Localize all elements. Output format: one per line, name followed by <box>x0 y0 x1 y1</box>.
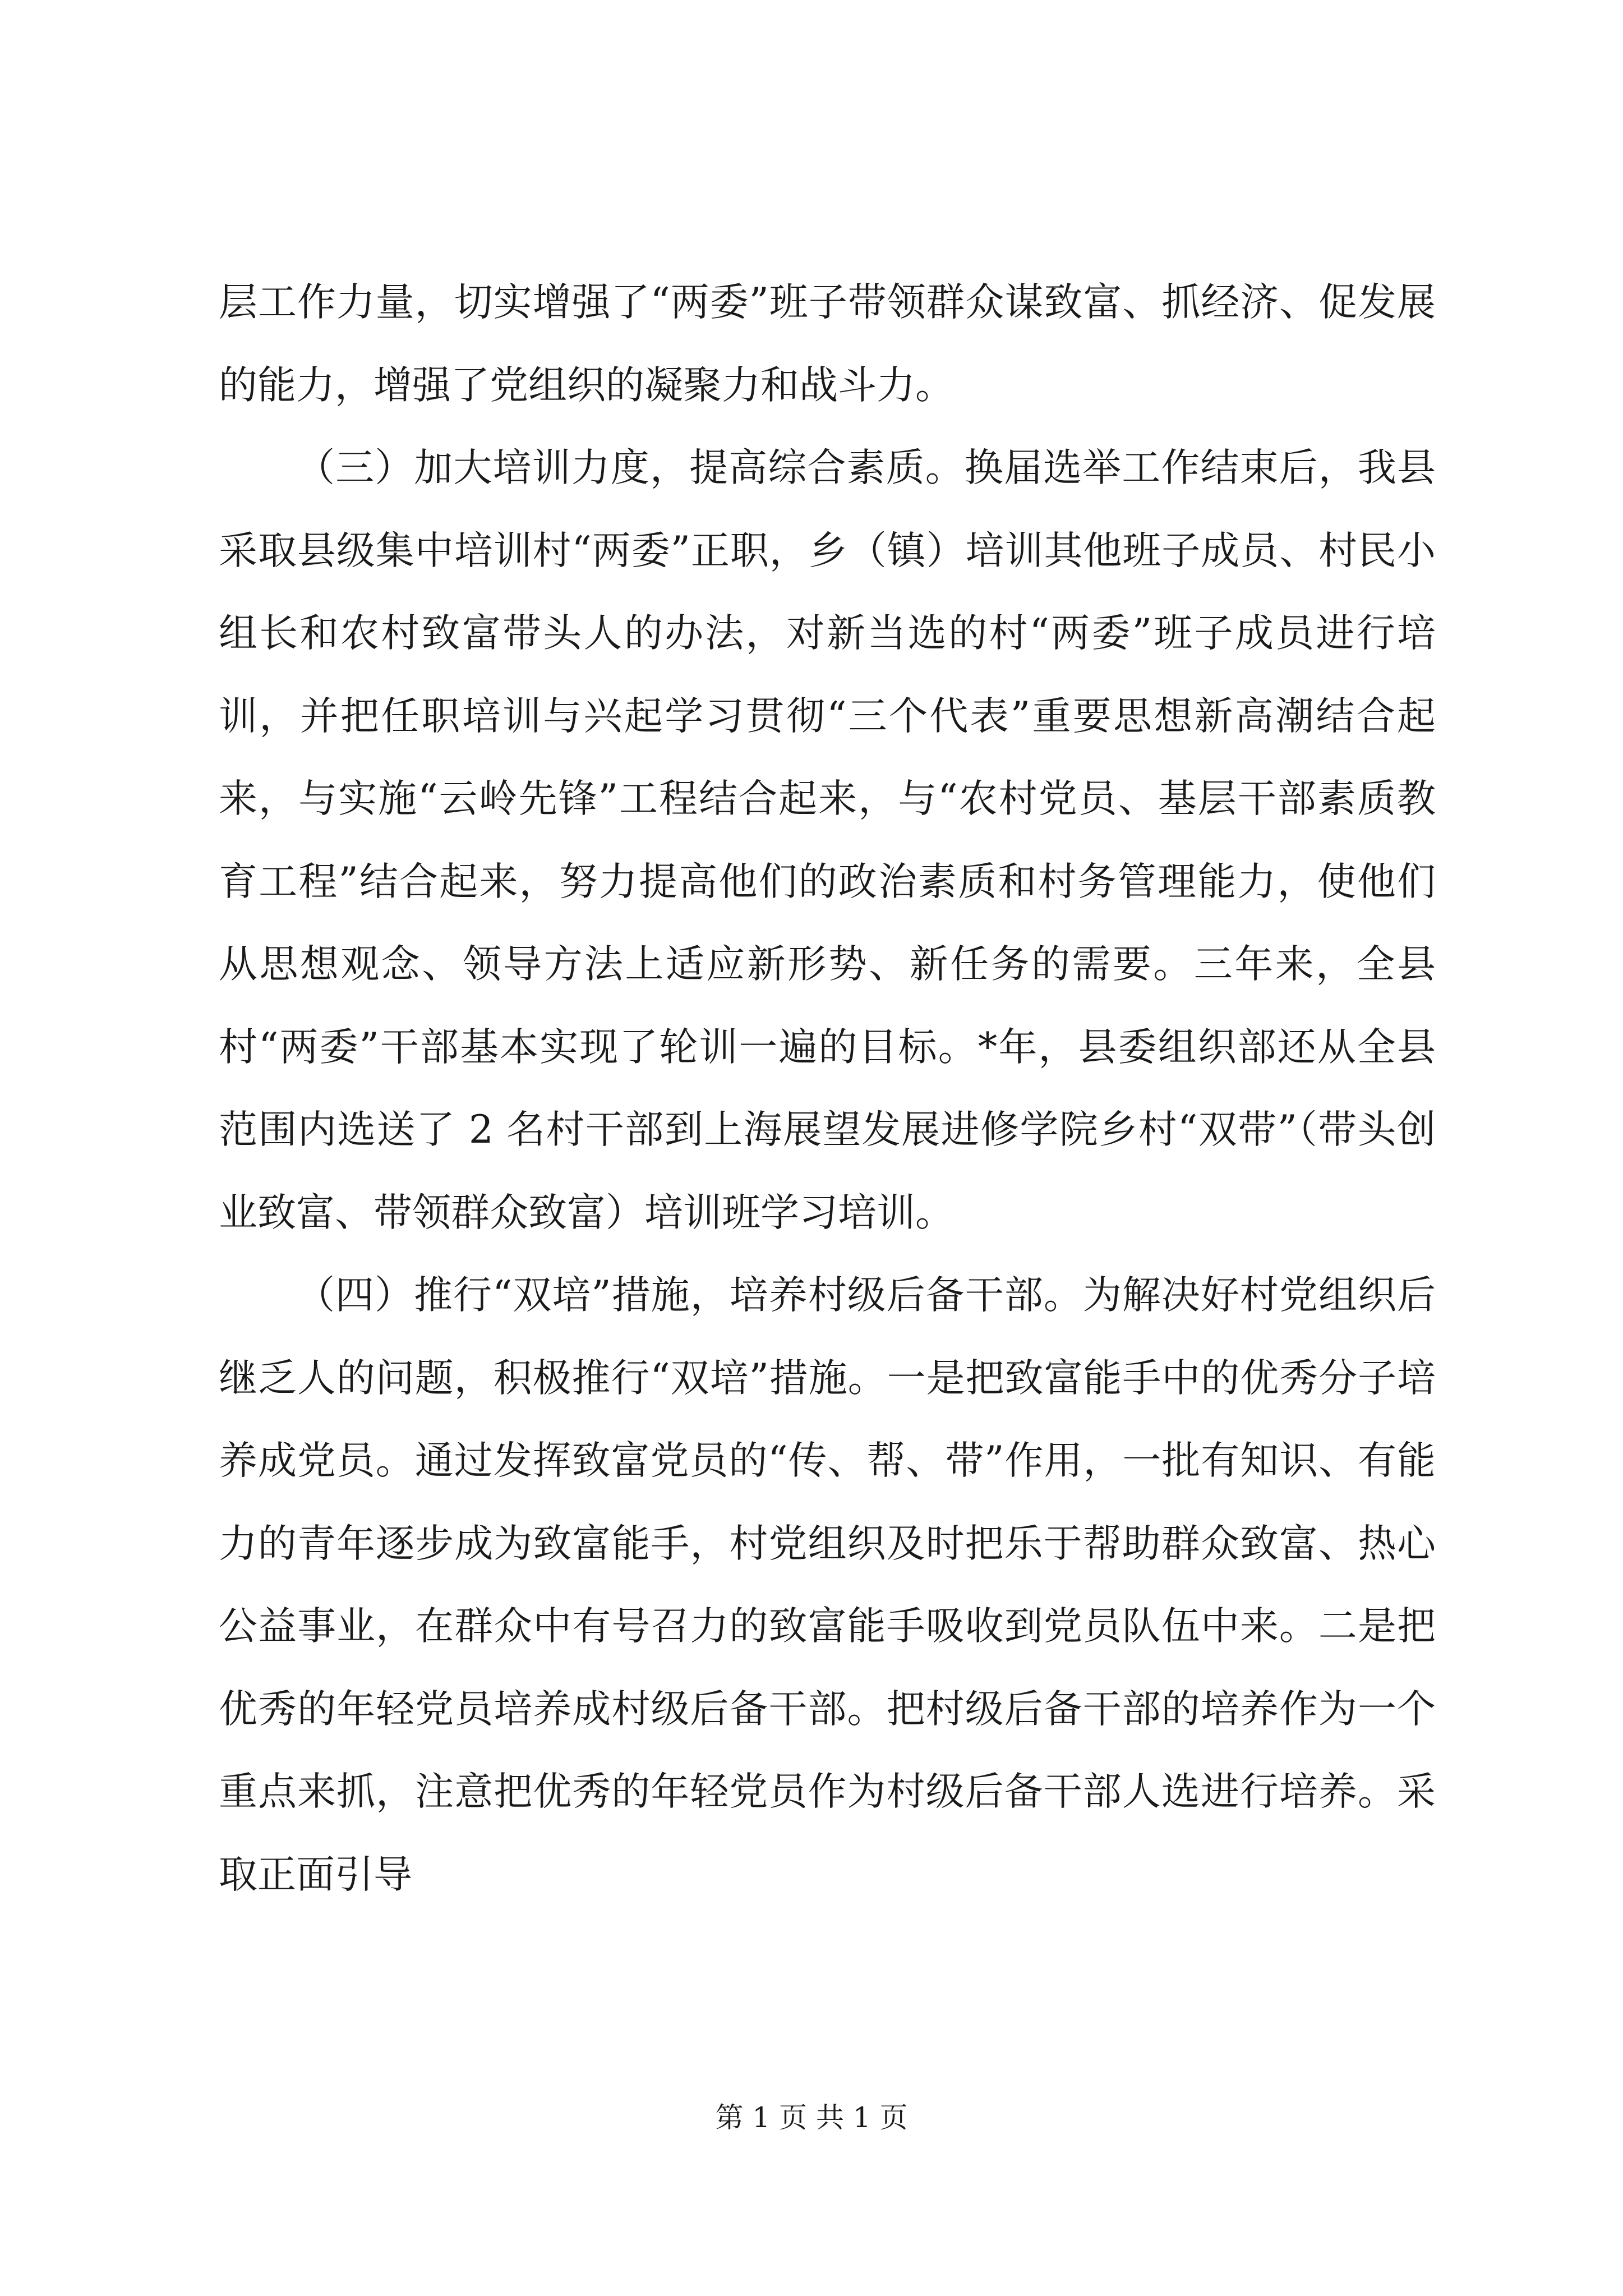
paragraph-2: （三）加大培训力度，提高综合素质。换届选举工作结束后，我县采取县级集中培训村“两委”正职，乡（镇）培训其他班子成员、村民小组长和农村致富带头人的办法，对新当选的村“两委”班子成员进行培训，并把任职培训与兴起学习贯彻“三个代表”重要思想新高潮结合起来，与实施“云岭先锋”工程结合起来，与“农村党员、基层干部素质教育工程”结合起来，努力提高他们的政治素质和村务管理能力，使他们从思想观念、领导方法上适应新形势、新任务的需要。三年来，全县村“两委”干部基本实现了轮训一遍的目标。*年，县委组织部还从全县范围内选送了 2 名村干部到上海展望发展进修学院乡村“双带”（带头创业致富、带领群众致富）培训班学习培训。 <box>219 445 1436 1235</box>
paragraph-3: （四）推行“双培”措施，培养村级后备干部。为解决好村党组织后继乏人的问题，积极推行“双培”措施。一是把致富能手中的优秀分子培养成党员。通过发挥致富党员的“传、帮、带”作用，一批有知识、有能力的青年逐步成为致富能手，村党组织及时把乐于帮助群众致富、热心公益事业，在群众中有号召力的致富能手吸收到党员队伍中来。二是把优秀的年轻党员培养成村级后备干部。把村级后备干部的培养作为一个重点来抓，注意把优秀的年轻党员作为村级后备干部人选进行培养。采取正面引导 <box>219 1273 1436 1897</box>
paragraph-1: 层工作力量，切实增强了“两委”班子带领群众谋致富、抓经济、促发展的能力，增强了党组织的凝聚力和战斗力。 <box>219 280 1436 408</box>
document-body <box>219 261 1436 1916</box>
page-footer: 第 1 页 共 1 页 <box>715 2101 908 2134</box>
